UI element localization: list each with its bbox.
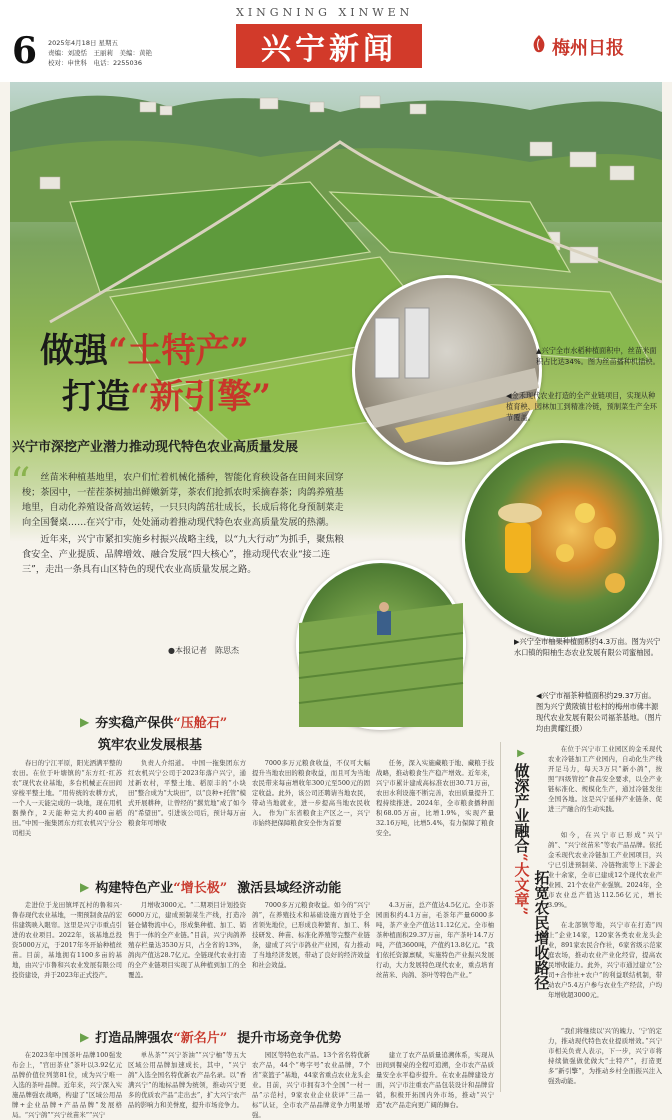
photo-caption-3: ▶兴宁全市柚果种植面积约4.3万亩。图为兴宁水口镇的阳柚生态农业发展有限公司蜜柚园。 [514,637,661,657]
section-2-column-2: 月增收3000元。“二期项目计划投资6000万元，建成预制菜生产线，打造冷链仓储物流中心，形成集种植、加工、销售于一体的全产业链。”目前，兴宁肉鸽养殖存栏量达3530万只，占全省的13%，鸽肉产值达28.7亿元。全链现代农业打造的全产业链项目实现了从种植到加工的全覆盖。 [128,901,246,979]
lead-paragraph-1: 丝苗米种植基地里，农户们忙着机械化播种，智能化育秧设备在田间来回穿梭；茶园中，一茬茬茶树抽出鲜嫩新芽，茶农们抢抓农时采摘春茶；肉鸽养殖基地里，自动化养殖设备高效运转，一只只肉鸽茁壮成长，长成后将化身预制菜走向全国餐桌……在兴宁市，处处涌动着推动现代特色农业高质量发展的热潮。 [22,472,344,528]
photo-pomelo-orchard [462,440,662,640]
photo-caption-4: ◀兴宁市福茶种植面积约29.37万亩。图为兴宁黄陂镇甘松村的梅州市佛丰源现代农业发展有限公司福茶基地。（图片均由黄耀红摄） [536,691,662,733]
newspaper-logo-icon [530,34,548,54]
section-3-column-1: 在2023年中国茶叶品牌100强发布会上，“官田茶业”茶叶以3.92亿元品牌价值位列第81位，成为兴宁唯一入选的茶叶品牌。近年来，兴宁深入实施品牌强农战略，构建了“区域公用品牌+企业品牌+产品品牌”发展格局。“兴宁鸽”“兴宁丝苗米”“兴宁 [12,1051,122,1119]
section-3-column-3: 园区等特色农产品。13个省名特优新农产品，44个“粤字号”农业品牌，7个省“菜篮子”基地，44家省重点农业龙头企业。目前，兴宁市拥有3个全国“一村一品”示范村，9家农业企业获评“三品一标”认证，全市农产品品牌竞争力明显增强。 [252,1051,370,1119]
triangle-bullet-icon: ▶ [80,714,90,729]
section-1-column-2: 负责人介绍道。 中国一拖集团东方红农机兴宁公司于2023年落户兴宁，通过新农村，平整土地、稻原丰的“小块田”整合成为“大块田”，以“良种+托管”模式开展耕种，让曾经的“撂荒地”成了如今的“希望田”。引进该公司后，预计每万亩粮食年可增收 [128,759,246,827]
byline: ●本报记者 陈思杰 [168,646,239,655]
headline-line-1: 做强“土特产” [40,331,250,371]
section-2-column-1: 走进位于龙田镇坪瓦村的鲁和兴·鲁春现代农业基地，一期预制食品的宏伟建筑映入眼帘。这里是兴宁市重点引进的农业项目。2022年，该基地总投资5000万元，于2017年冬开始种植丝苗。目前，基地拥有1100多亩的基地，由兴宁市鲁和兴农业发展有限公司投资建设，并于2023年正式投产。 [12,901,122,979]
photo-caption-1: ▲兴宁全市水稻种植面积中，丝苗米面积占比达34%。图为丝苗播种机插秧。 [536,346,660,366]
section-1-subtitle: 筑牢农业发展根基 [98,738,203,753]
photo-tea-seedlings [296,560,466,730]
headline-subtitle: 兴宁市深挖产业潜力推动现代特色农业高质量发展 [12,440,299,455]
right-column-paragraph-1: 在位于兴宁市工业园区的金禾现代农业冷链加工产业园内，自动化生产线开足马力，每天3万只“新小鸽”，按照“四级管控”食品安全要求，以全产业链标准化、规模化生产，通过冷链发往全国各地。这是兴宁延伸产业链条、促进三产融合的生动实践。 [548,745,662,813]
masthead [0,0,672,82]
triangle-bullet-icon: ▶ [80,879,90,894]
quote-mark-icon: “ [10,460,31,506]
editors: 责编：刘凌恬 王丽莉 美编：黄艳 [48,49,152,57]
proofreader: 校对：申世科 电话：2255036 [48,59,142,67]
right-column-paragraph-2: 如今，在兴宁市已形成“兴宁鸽”、“兴宁丝苗米”等农产品品牌。依托金禾现代农业冷链加工产业园项目，兴宁已引进预制菜、冷链物流等上下游企业十余家，全市已建成12个现代农业产业园、21个农业产业强镇。2024年，全市农业总产值达112.56亿元，增长3.9%。 [548,831,662,909]
issue-date: 2025年4月18日 星期五 [48,39,119,47]
section-2-column-4: 4.3万亩，总产值达4.5亿元。全市茶园面积约4.1万亩，毛茶年产量6000多吨，茶产业全产值达11.12亿元。全市柚茶种植面积29.37万亩，年产茶叶14.7万吨，产值3600吨，产值约13.8亿元。“我们依托资源禀赋，实施特色产业振兴发展行动，大力发展特色现代农业，重点培育丝苗米、肉鸽、茶叶等特色产业。” [376,901,494,979]
section-3-column-4: 建立了农产品质量追溯体系，实现从田间到餐桌的全程可追溯，全市农产品质量安全水平稳步提升。在农业品牌建设方面，兴宁市注重农产品包装设计和品牌营销，积极开拓国内外市场，推动“兴宁造”农产品走向更广阔的舞台。 [376,1051,494,1109]
photo-caption-2: ◀金禾现代农业打造的全产业链项目，实现从种植育秧、园林加工到精准冷链，预制菜生产全环节覆盖。 [506,391,657,422]
headline-line-2: 打造“新引擎” [62,377,272,417]
masthead-meta [48,38,152,68]
right-column-paragraph-3: 在北部镇等地，兴宁市在打造“四上”企业14家，120家各类农业龙头企业，891家农民合作社，6家省级示范家庭农场，推动农业产业化经营，提高农民增收能力。此外，兴宁市通过建立“公司+合作社+农户”的利益联结机制，带动农户5.4万户参与农业生产经营，户均年增收超3000元。 [548,921,662,999]
lead-paragraph-2: 近年来，兴宁市紧扣实施乡村振兴战略主线，以“九大行动”为抓手，聚焦粮食安全、产业提质、品牌增效、融合发展“四大核心”，推动现代农业“接二连三”，走出一条具有山区特色的现代农业高质量发展之路。 [22,534,344,575]
processing-line-illustration [355,278,539,462]
right-vertical-title-1: ▶ 做深产业融合 “大文章” [506,744,536,915]
triangle-bullet-icon: ▶ [517,748,525,759]
section-3-title: ▶ 打造品牌强农 “新名片” 提升市场竞争优势 [80,1029,342,1046]
section-1-title: ▶ 夯实稳产保供 “压舱石” [80,714,228,731]
section-2-column-3: 7000多万元粮食收益。如今的“兴宁鸽”，在养殖技术和基础设施方面处于全省领先地位，已形成良种繁育、加工、科技研发、种苗、标准化养殖等完整产业链条，建成了兴宁市鸽业产业园，有力推动了当地经济发展，带动了良好的经济效益和社会效益。 [252,901,370,969]
pomelo-orchard-illustration [465,443,659,637]
newspaper-name: 梅州日报 [552,38,624,59]
section-1-column-3: 7000多万元粮食收益，不仅可大幅提升当地农田的粮食收益，而且可为当地农民带来每亩增收年300元至500元的固定收益。此外，该公司还聘请当地农民，带动当地就业，进一步提高当地农民收入。 作为广东省粮食主产区之一，兴宁市始终把保障粮食安全作为首要 [252,759,370,827]
masthead-pinyin: XINGNING XINWEN [236,6,414,19]
column-divider [500,742,501,1092]
section-1-column-1: 春日的宁江平原，阳光洒满平整的农田。在位于叶塘镇的“东方红·红苏农”现代农业基地，多台机械正在田间穿梭平整土地。“用传统的农耕方式，一个人一天能完成的一块地，现在用机器操作，2天能种完大约400亩稻田。”中国一拖集团东方红农机兴宁分公司相关 [12,759,122,837]
page-number: 6 [12,30,38,72]
section-3-column-2: 单丛茶”“兴宁茶油”“兴宁柚”等五大区域公用品牌加速成长，其中，“兴宁鸽”入选全国名特优新农产品名录。以“香满兴宁”的地标品牌为统领，推动兴宁更多的优质农产品“走出去”，扩大兴宁农产品的影响力和美誉度，提升市场竞争力。 [128,1051,246,1109]
triangle-bullet-icon: ▶ [80,1029,90,1044]
section-1-column-4: 任务，深入实施藏粮于地、藏粮于技战略，推动粮食生产稳产增效。近年来，兴宁市累计建成高标准农田30.71万亩，农田水利设施不断完善，农田质量提升工程持续推进。2024年，全市粮食播种面积68.05万亩，比增1.9%，实现产量32.16万吨，比增5.4%，有力保障了粮食安全。 [376,759,494,837]
right-column-paragraph-4: “我们将继续以‘兴’的魄力、‘宁’的定力，推动现代特色农业提质增效。”兴宁市相关负责人表示，下一步，兴宁市将持续做强做优做大“土特产”，打造更多“新引擎”，为推动乡村全面振兴注入强劲动能。 [548,1027,662,1085]
right-vertical-title-2: 拓宽农民增收路径 [532,870,551,990]
section-brand: 兴宁新闻 [236,24,422,68]
photo-processing-line [352,275,542,465]
tea-nursery-illustration [299,563,463,727]
section-2-title: ▶ 构建特色产业 “增长极” 激活县域经济动能 [80,879,342,896]
